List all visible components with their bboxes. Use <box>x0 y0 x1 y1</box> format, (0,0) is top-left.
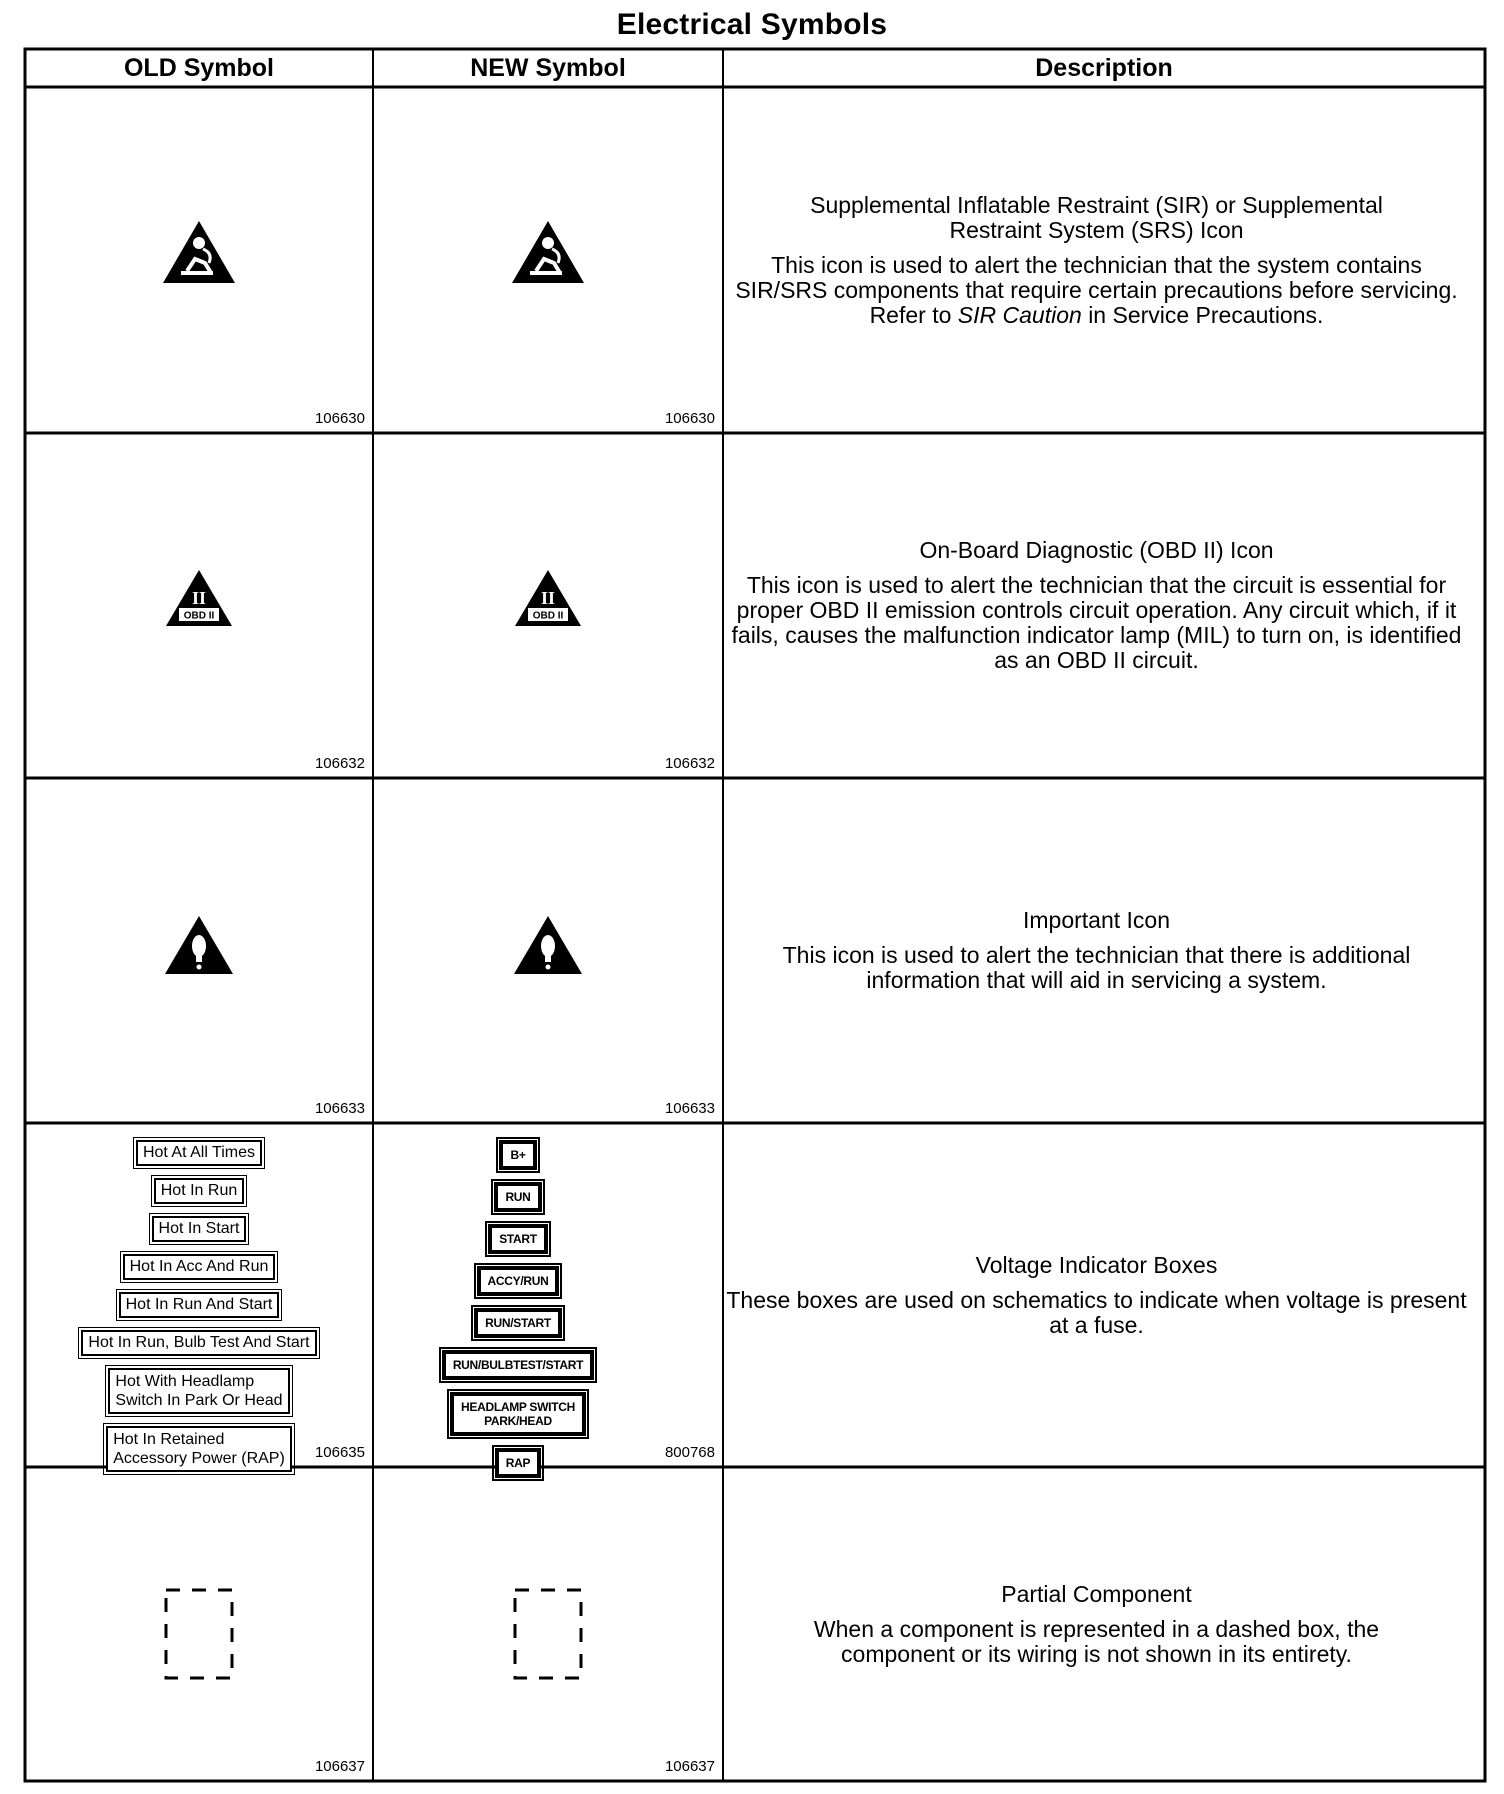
figure-code: 106637 <box>314 1758 365 1775</box>
figure-code: 106635 <box>314 1444 365 1461</box>
description-body: This icon is used to alert the technician that there is additional information that will aid in servicing a system. <box>782 942 1411 993</box>
old-voltage-box-list <box>25 1137 373 1481</box>
figure-code: 106630 <box>664 410 715 427</box>
obd-numeral: II <box>191 588 207 608</box>
figure-code: 106637 <box>664 1758 715 1775</box>
old-voltage-box: Hot In Acc And Run <box>123 1254 276 1280</box>
figure-code: 106632 <box>314 755 365 772</box>
old-voltage-box: Hot In Run And Start <box>119 1292 280 1318</box>
description-title: Important Icon <box>1022 907 1171 933</box>
description-body: When a component is represented in a dashed box, the component or its wiring is not shown in its entirety. <box>813 1615 1380 1667</box>
figure-code: 106630 <box>314 410 365 427</box>
table-row-voltage-new-cell <box>373 1123 723 1470</box>
old-voltage-box: Hot At All Times <box>136 1140 262 1166</box>
header-old-symbol: OLD Symbol <box>123 54 274 82</box>
obd-label: OBD II <box>532 610 564 622</box>
description-important <box>724 778 1469 1123</box>
new-voltage-box: B+ <box>499 1140 536 1170</box>
figure-code: 106632 <box>664 755 715 772</box>
obd-label: OBD II <box>183 610 215 622</box>
new-voltage-box: RAP <box>495 1448 541 1478</box>
old-voltage-box: Hot In Retained Accessory Power (RAP) <box>106 1426 292 1472</box>
description-title: Partial Component <box>1001 1580 1192 1607</box>
description-partial <box>724 1467 1469 1781</box>
new-voltage-box: HEADLAMP SWITCH PARK/HEAD <box>450 1392 586 1436</box>
description-text: in Service Precautions. <box>1088 301 1324 328</box>
table-row-important-new-cell <box>373 778 723 1123</box>
new-voltage-box: RUN/START <box>474 1308 562 1338</box>
description-text: This icon is used to alert the technician that the system contains SIR/SRS components that require certain precautions before servicing. Refer to <box>735 251 1458 328</box>
new-voltage-box: START <box>488 1224 548 1254</box>
table-row-obd-new-cell <box>373 433 723 778</box>
old-voltage-box: Hot In Run, Bulb Test And Start <box>81 1330 316 1356</box>
new-voltage-box-list <box>343 1137 693 1487</box>
description-title: Supplemental Inflatable Restraint (SIR) or Supplemental Restraint System (SRS) Icon <box>810 191 1383 243</box>
important-warning-icon <box>163 914 235 976</box>
description-obd <box>724 433 1469 778</box>
table-row-partial-new-cell <box>373 1467 723 1781</box>
new-voltage-box: RUN/BULBTEST/START <box>442 1350 594 1380</box>
obd-ii-warning-icon <box>513 568 583 628</box>
description-body: This icon is used to alert the technician that the circuit is essential for proper OBD II emission controls circuit operation. Any circuit which, if it fails, causes the malfunction indicator lamp (MIL) to turn on, is identified as an OBD II circuit. <box>731 572 1462 673</box>
table-row-sir-new-cell <box>373 87 723 433</box>
description-sir <box>724 87 1469 433</box>
dashed-box-icon <box>163 1587 235 1681</box>
figure-code: 106633 <box>314 1100 365 1117</box>
dashed-box-icon <box>512 1587 584 1681</box>
description-title: Voltage Indicator Boxes <box>975 1251 1218 1278</box>
sir-caution-reference: SIR Caution <box>957 301 1082 328</box>
page-title: Electrical Symbols <box>616 8 888 41</box>
new-voltage-box: ACCY/RUN <box>477 1266 560 1296</box>
sir-airbag-warning-icon <box>510 219 586 285</box>
description-body <box>724 253 1469 328</box>
table-row-important-old-cell <box>25 778 373 1123</box>
new-voltage-box: RUN <box>494 1182 541 1212</box>
figure-code: 106633 <box>664 1100 715 1117</box>
table-row-sir-old-cell <box>25 87 373 433</box>
header-description: Description <box>1035 54 1173 82</box>
obd-ii-warning-icon <box>164 568 234 628</box>
sir-airbag-warning-icon <box>161 219 237 285</box>
table-row-obd-old-cell <box>25 433 373 778</box>
obd-numeral: II <box>540 588 556 608</box>
figure-code: 800768 <box>664 1444 715 1461</box>
description-title: On-Board Diagnostic (OBD II) Icon <box>919 537 1274 563</box>
header-new-symbol: NEW Symbol <box>470 54 626 82</box>
table-row-voltage-old-cell <box>25 1123 373 1467</box>
important-warning-icon <box>512 914 584 976</box>
table-row-partial-old-cell <box>25 1467 373 1781</box>
old-voltage-box: Hot In Start <box>152 1216 247 1242</box>
description-body: These boxes are used on schematics to indicate when voltage is present at a fuse. <box>726 1286 1467 1338</box>
old-voltage-box: Hot With Headlamp Switch In Park Or Head <box>108 1368 289 1414</box>
old-voltage-box: Hot In Run <box>154 1178 244 1204</box>
description-voltage <box>724 1123 1469 1467</box>
